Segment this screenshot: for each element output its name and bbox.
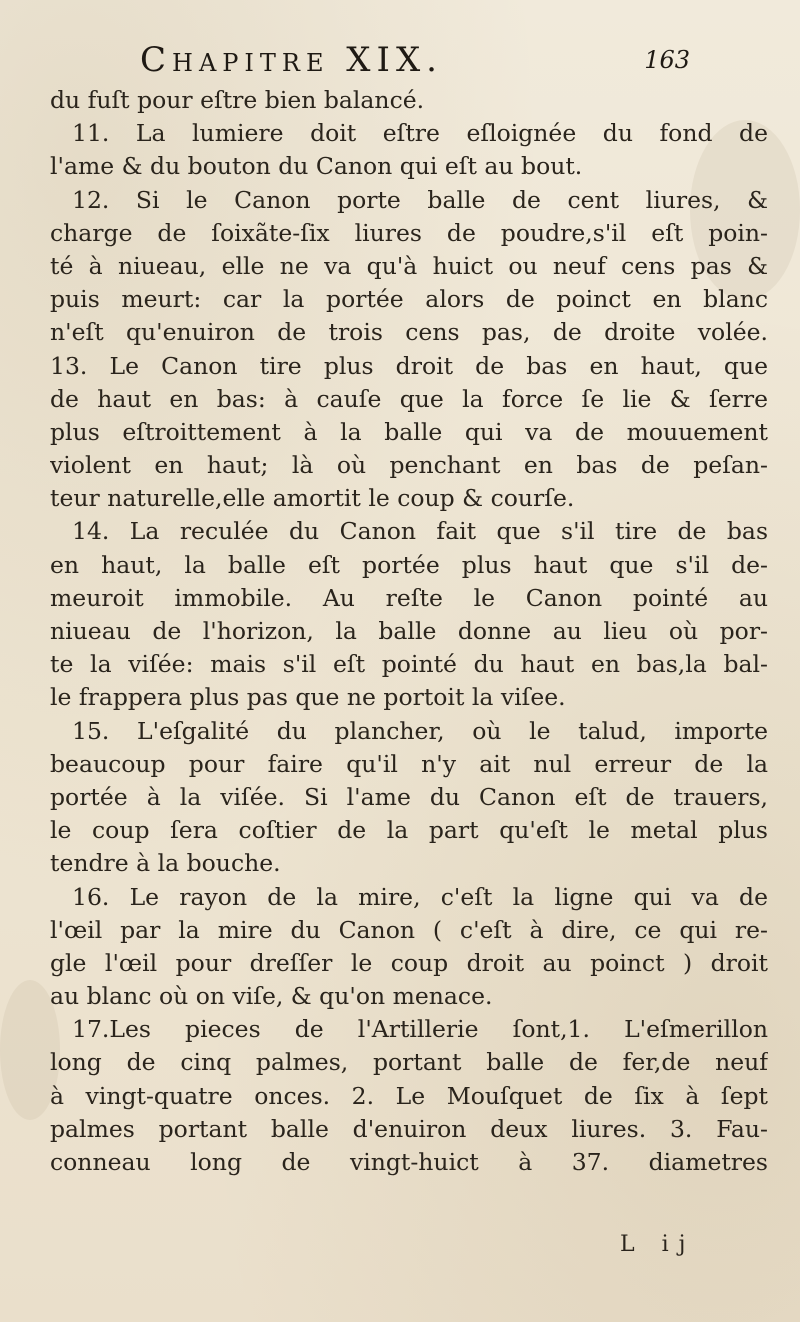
text-line: violent en haut; là où penchant en bas de peſan- bbox=[50, 451, 768, 480]
text-line: n'eſt qu'enuiron de trois cens pas, de droite volée. bbox=[50, 318, 768, 347]
text-line: 15. L'eſgalité du plancher, où le talud, importe bbox=[72, 716, 768, 745]
text-line: niueau de l'horizon, la balle donne au lieu où por- bbox=[50, 617, 768, 645]
text-line: le frappera plus pas que ne portoit la viſee. bbox=[50, 683, 566, 712]
text-line: l'œil par la mire du Canon ( c'eſt à dire, ce qui re- bbox=[50, 915, 768, 944]
text-line: 14. La reculée du Canon fait que s'il tire de bas bbox=[72, 517, 768, 546]
text-line: palmes portant balle d'enuiron deux liures. 3. Fau- bbox=[50, 1114, 768, 1143]
text-line: à vingt-quatre onces. 2. Le Mouſquet de ſix à ſept bbox=[50, 1081, 768, 1110]
text-line: puis meurt: car la portée alors de poinct en blanc bbox=[50, 285, 768, 314]
text-line: 13. Le Canon tire plus droit de bas en haut, que bbox=[50, 351, 768, 380]
text-line: 17.Les pieces de l'Artillerie ſont,1. L'eſmerillon bbox=[72, 1015, 768, 1044]
page-number: 163 bbox=[644, 46, 690, 74]
text-line: l'ame & du bouton du Canon qui eſt au bout. bbox=[50, 152, 583, 181]
text-line: gle l'œil pour dreſſer le coup droit au poinct ) droit bbox=[50, 948, 768, 977]
text-line: 11. La lumiere doit eſtre eſloignée du fond de bbox=[72, 119, 768, 148]
text-line: en haut, la balle eſt portée plus haut que s'il de- bbox=[50, 550, 768, 579]
text-line: le coup ſera coſtier de la part qu'eſt le metal plus bbox=[50, 816, 768, 845]
text-line: 12. Si le Canon porte balle de cent liures, & bbox=[72, 185, 768, 214]
text-line: portée à la viſée. Si l'ame du Canon eſt de trauers, bbox=[50, 782, 768, 811]
page-header bbox=[140, 40, 690, 84]
body-text bbox=[50, 84, 768, 1179]
text-line: du fuſt pour eſtre bien balancé. bbox=[50, 86, 425, 114]
text-line: long de cinq palmes, portant balle de fer,de neuf bbox=[50, 1048, 768, 1077]
text-line: tendre à la bouche. bbox=[50, 849, 281, 878]
signature-mark: L ij bbox=[620, 1232, 696, 1257]
text-line: charge de ſoixãte-ſix liures de poudre,s'il eſt poin- bbox=[50, 218, 768, 247]
text-line: au blanc où on viſe, & qu'on menace. bbox=[50, 982, 493, 1011]
text-line: plus eſtroittement à la balle qui va de mouuement bbox=[50, 417, 768, 446]
text-line: teur naturelle,elle amortit le coup & courſe. bbox=[50, 484, 575, 513]
text-line: meuroit immobile. Au reſte le Canon pointé au bbox=[50, 583, 768, 612]
running-head: Chapitre XIX. bbox=[140, 40, 443, 80]
text-line: té à niueau, elle ne va qu'à huict ou neuf cens pas & bbox=[50, 251, 768, 280]
text-line: 16. Le rayon de la mire, c'eſt la ligne qui va de bbox=[72, 882, 768, 911]
text-line: conneau long de vingt-huict à 37. diametres bbox=[50, 1148, 768, 1176]
text-line: te la viſée: mais s'il eſt pointé du haut en bas,la bal- bbox=[50, 650, 768, 679]
text-line: beaucoup pour faire qu'il n'y ait nul erreur de la bbox=[50, 749, 768, 778]
text-line: de haut en bas: à cauſe que la force ſe lie & ſerre bbox=[50, 384, 768, 413]
